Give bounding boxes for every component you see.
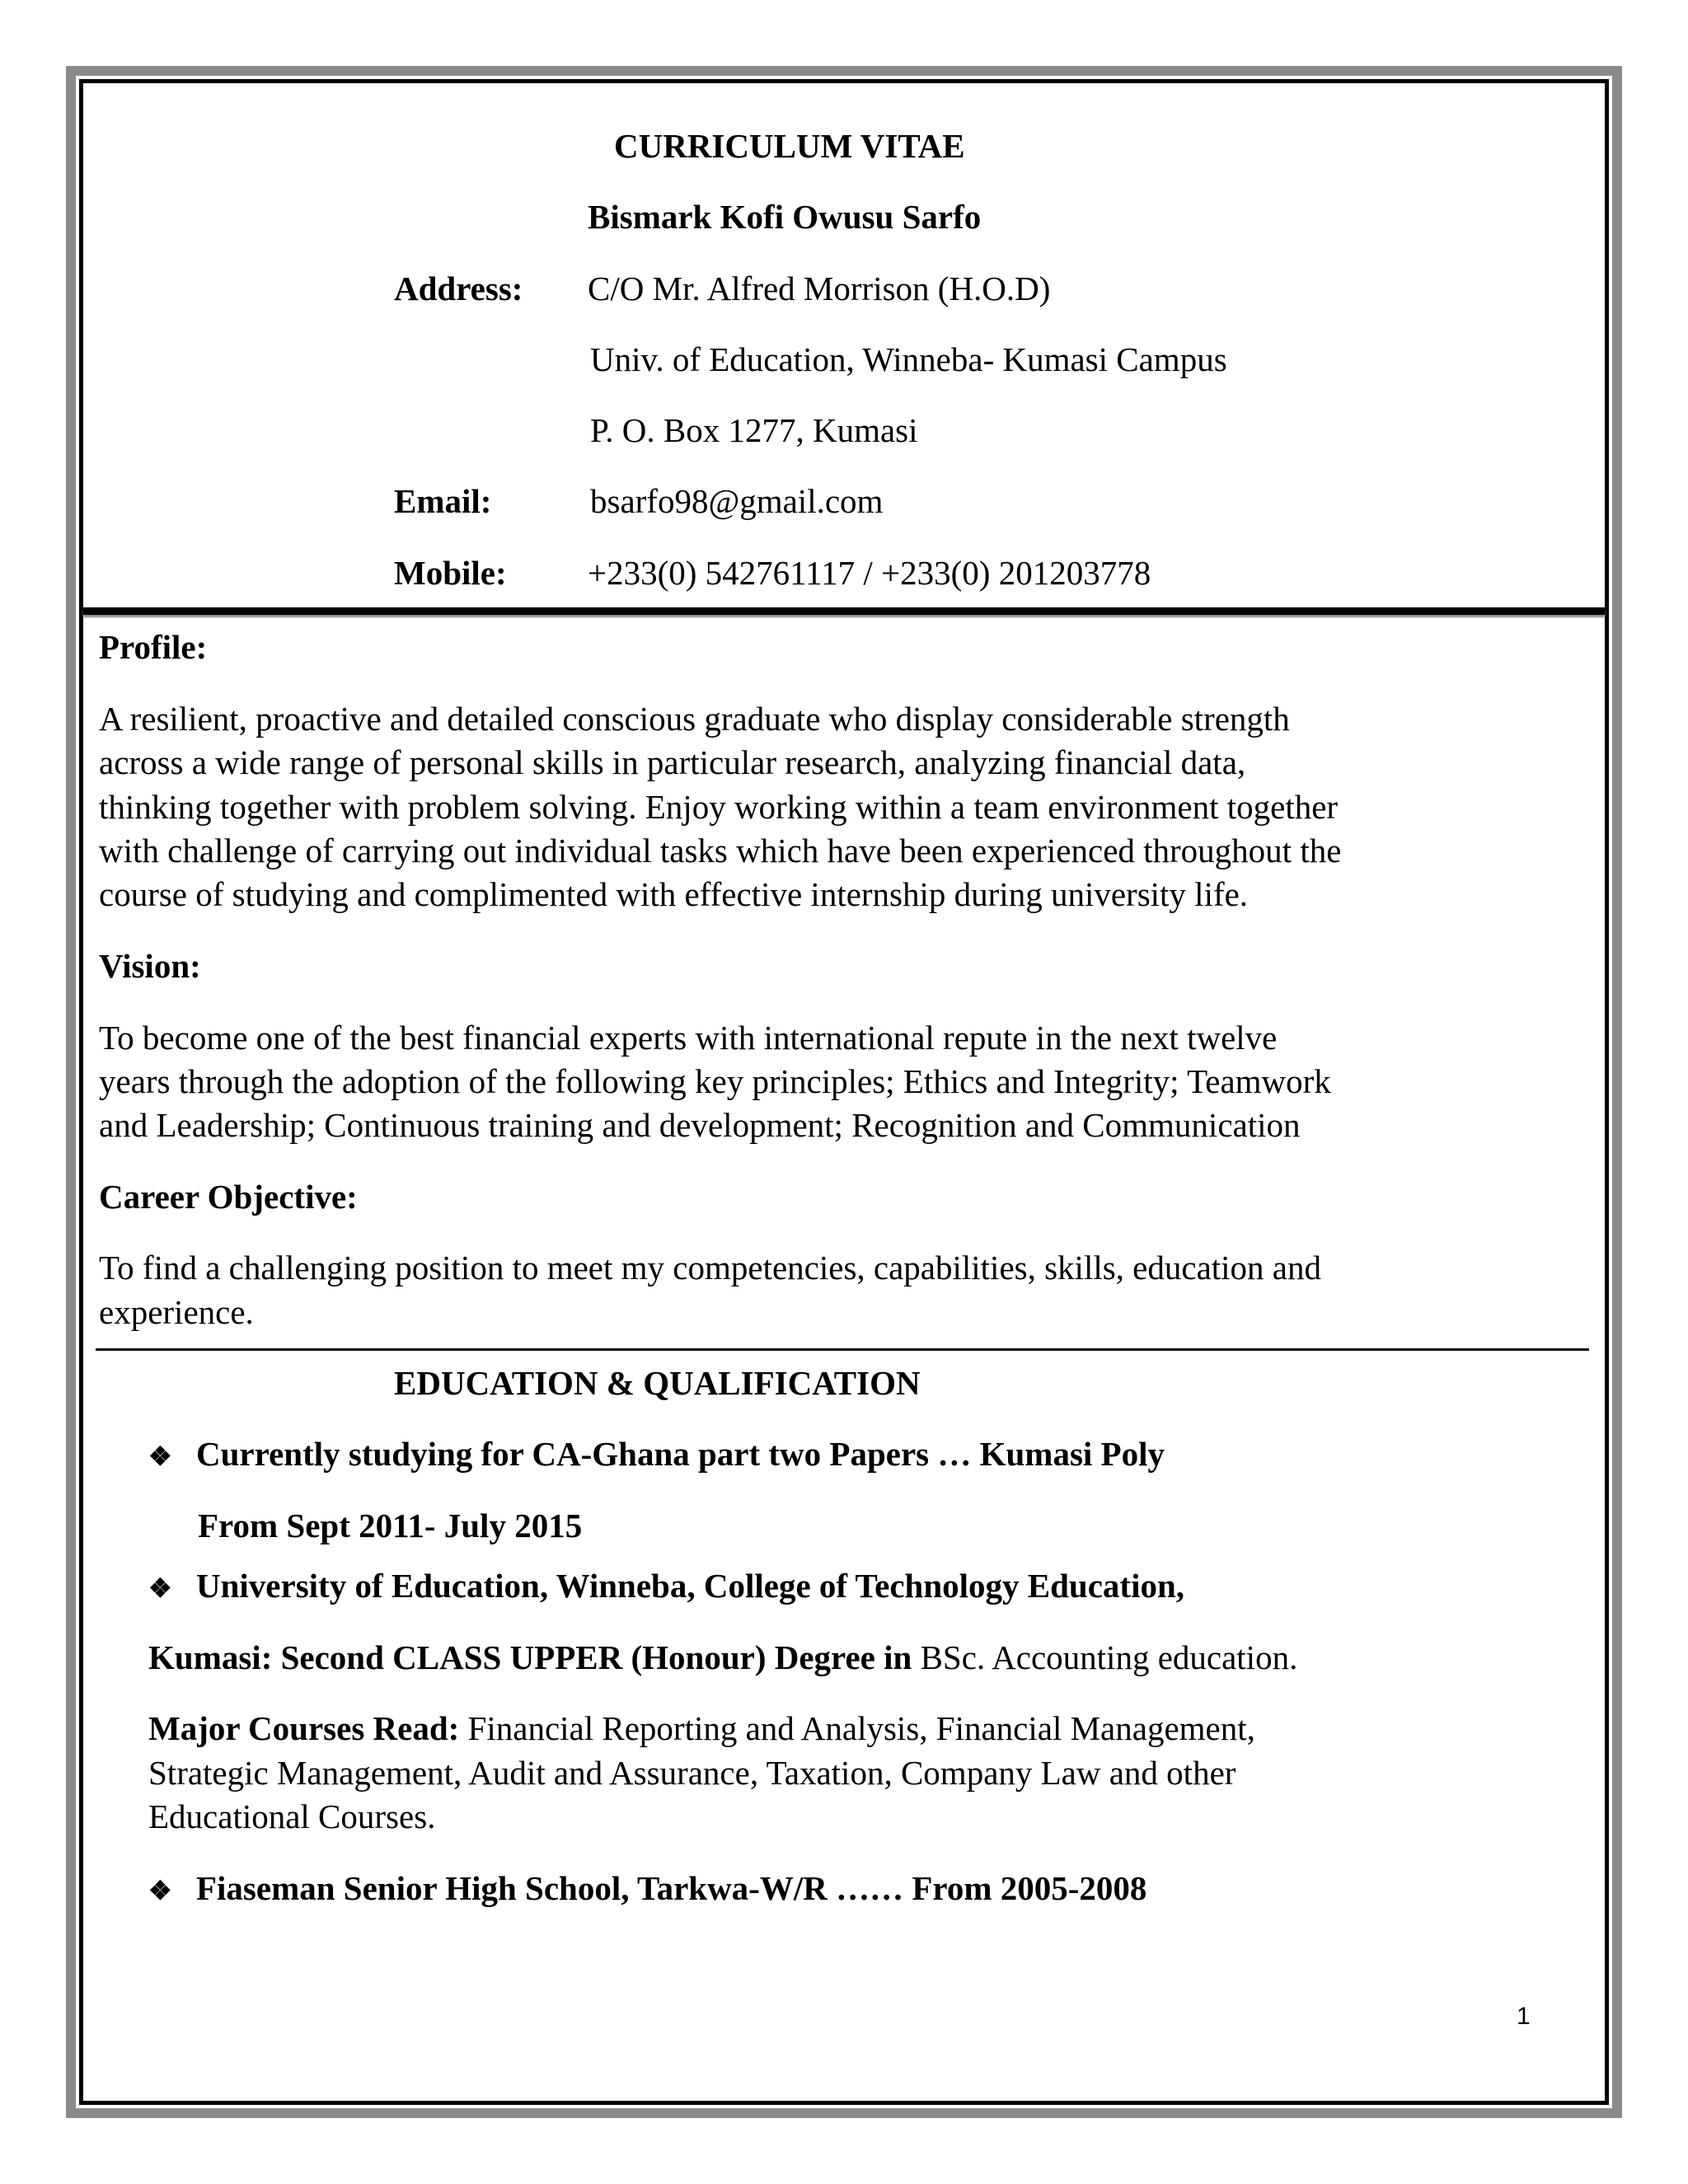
education-item-text: University of Education, Winneba, College of Technology Education,: [196, 1567, 1185, 1605]
address-line: C/O Mr. Alfred Morrison (H.O.D): [588, 269, 1051, 307]
major-courses-label: Major Courses Read:: [148, 1709, 460, 1747]
education-item-text: Fiaseman Senior High School, Tarkwa-W/R …… From 2005-2008: [196, 1869, 1147, 1907]
career-objective-line: To find a challenging position to meet my competencies, capabilities, skills, education and: [99, 1249, 1322, 1286]
career-objective-heading: Career Objective:: [99, 1178, 358, 1216]
email-value: bsarfo98@gmail.com: [590, 482, 884, 520]
section-divider: [96, 1348, 1589, 1351]
education-heading: EDUCATION & QUALIFICATION: [394, 1364, 921, 1402]
diamond-bullet-icon: ❖: [148, 1441, 172, 1471]
profile-heading: Profile:: [99, 628, 208, 666]
profile-line: thinking together with problem solving. Enjoy working within a team environment together: [99, 788, 1339, 826]
diamond-bullet-icon: ❖: [148, 1573, 172, 1603]
education-item: [148, 1866, 1146, 1913]
header-divider: [83, 607, 1605, 615]
education-item-dates: From Sept 2011- July 2015: [198, 1507, 583, 1544]
major-courses-line: Strategic Management, Audit and Assurance, Taxation, Company Law and other: [148, 1754, 1236, 1792]
address-line: P. O. Box 1277, Kumasi: [590, 411, 918, 449]
email-label: Email:: [394, 482, 492, 520]
major-courses-line: [148, 1706, 1255, 1750]
education-item: [148, 1563, 1184, 1610]
page-number: 1: [1517, 2003, 1531, 2030]
education-item: [148, 1432, 1165, 1479]
profile-line: across a wide range of personal skills in particular research, analyzing financial data,: [99, 743, 1246, 781]
career-objective-line: experience.: [99, 1293, 254, 1331]
address-label: Address:: [394, 269, 523, 307]
degree-label: Kumasi: Second CLASS UPPER (Honour) Degree in: [148, 1638, 912, 1676]
profile-line: A resilient, proactive and detailed conscious graduate who display considerable strength: [99, 700, 1290, 738]
mobile-value: +233(0) 542761117 / +233(0) 201203778: [588, 554, 1151, 592]
major-courses-line: Educational Courses.: [148, 1797, 436, 1835]
profile-line: course of studying and complimented with effective internship during university life.: [99, 875, 1249, 913]
diamond-bullet-icon: ❖: [148, 1876, 172, 1905]
major-courses-text: Financial Reporting and Analysis, Financial Management,: [459, 1709, 1255, 1747]
vision-line: To become one of the best financial experts with international repute in the next twelve: [99, 1019, 1278, 1057]
vision-heading: Vision:: [99, 947, 201, 985]
profile-line: with challenge of carrying out individual tasks which have been experienced throughout the: [99, 832, 1342, 869]
document-title: CURRICULUM VITAE: [614, 127, 965, 165]
candidate-name: Bismark Kofi Owusu Sarfo: [588, 198, 982, 236]
vision-line: and Leadership; Continuous training and development; Recognition and Communication: [99, 1106, 1301, 1144]
degree-value: BSc. Accounting education.: [912, 1638, 1298, 1676]
address-line: Univ. of Education, Winneba- Kumasi Campus: [590, 340, 1227, 378]
mobile-label: Mobile:: [394, 554, 507, 592]
education-item-text: Currently studying for CA-Ghana part two Papers … Kumasi Poly: [196, 1435, 1165, 1473]
vision-line: years through the adoption of the following key principles; Ethics and Integrity; Teamwork: [99, 1062, 1331, 1100]
degree-line: [148, 1635, 1297, 1680]
